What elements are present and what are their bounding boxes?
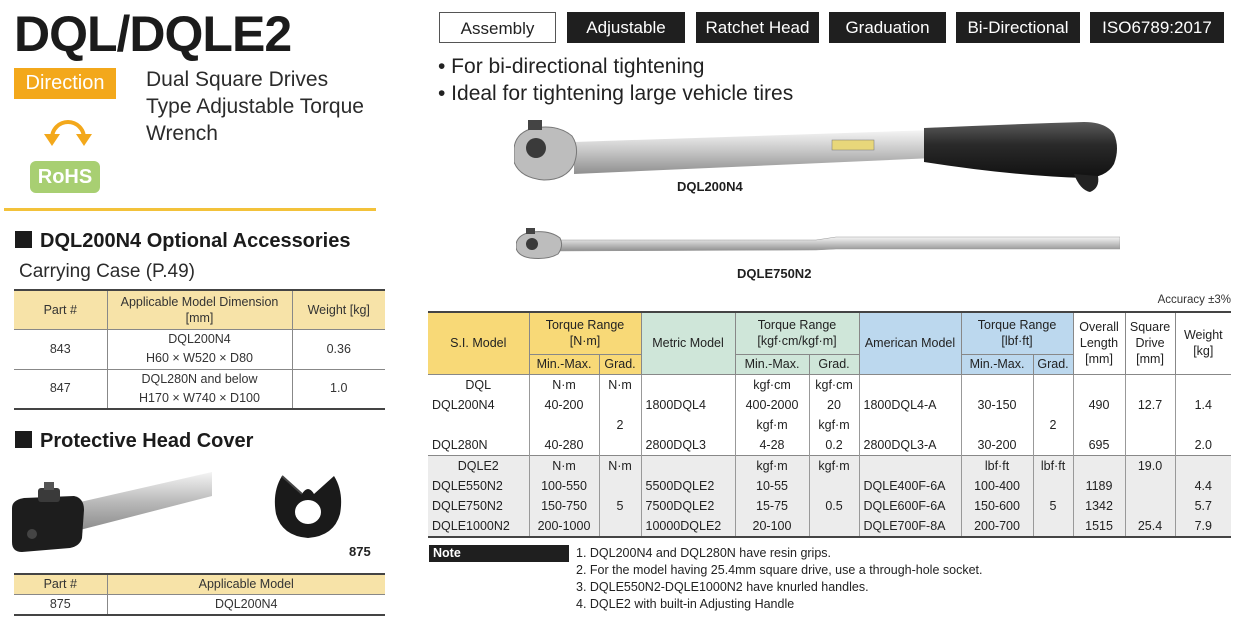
torque-lbf-range-cell	[961, 374, 1033, 395]
accuracy-note: Accuracy ±3%	[1157, 294, 1231, 306]
torque-kgf-grad-cell: kgf·m	[809, 415, 859, 435]
overall-length-cell: 695	[1073, 435, 1125, 456]
torque-lbf-range-cell: 30-200	[961, 435, 1033, 456]
weight: 1.0	[292, 369, 385, 409]
table-row	[428, 415, 1231, 435]
part-number: 875	[49, 596, 71, 611]
cover-table	[14, 573, 385, 616]
overall-length-cell	[1073, 374, 1125, 395]
torque-kgf-grad-cell: kgf·cm	[809, 374, 859, 395]
torque-lbf-range-cell: 30-150	[961, 395, 1033, 415]
wrench-head-photo	[12, 460, 212, 570]
torque-kgf-range-cell: kgf·m	[735, 415, 809, 435]
col-subheader-grad: Grad.	[1033, 354, 1073, 374]
torque-lbf-range-cell: 100-400	[961, 476, 1033, 496]
part-number: 843	[14, 329, 107, 369]
note-item: 1. DQL200N4 and DQL280N have resin grips.	[576, 546, 832, 560]
col-header-overall-length: Overall Length [mm]	[1073, 312, 1125, 374]
overall-length-cell: 1189	[1073, 476, 1125, 496]
torque-kgf-range-cell: kgf·m	[735, 455, 809, 476]
protective-head-cover-photo	[268, 462, 348, 542]
tag-iso6789: ISO6789:2017	[1090, 12, 1224, 43]
si-model-cell	[428, 415, 529, 435]
american-model-cell: 1800DQL4-A	[859, 395, 961, 415]
overall-length-cell: 1515	[1073, 516, 1125, 537]
feature-list	[438, 53, 793, 107]
weight: 0.36	[292, 329, 385, 369]
torque-lbf-range-cell: lbf·ft	[961, 455, 1033, 476]
torque-kgf-range-cell: 20-100	[735, 516, 809, 537]
square-bullet-icon	[15, 231, 32, 248]
square-drive-cell	[1125, 476, 1175, 496]
torque-nm-grad-cell	[599, 476, 641, 496]
american-model-cell: DQLE700F-8A	[859, 516, 961, 537]
torque-wrench-dql200n4-image	[514, 118, 1120, 200]
torque-nm-grad-cell	[599, 395, 641, 415]
col-header-metric-model: Metric Model	[641, 312, 735, 374]
torque-nm-range-cell	[529, 415, 599, 435]
dimension: H60 × W520 × D80	[145, 351, 253, 365]
overall-length-cell	[1073, 455, 1125, 476]
applicable-model: DQL200N4	[168, 332, 231, 346]
american-model-cell: DQLE400F-6A	[859, 476, 961, 496]
torque-nm-grad-cell: 2	[599, 415, 641, 435]
col-subheader-min-max: Min.-Max.	[529, 354, 599, 374]
torque-lbf-grad-cell: 5	[1033, 496, 1073, 516]
metric-model-cell: 5500DQLE2	[641, 476, 735, 496]
torque-nm-range-cell: N·m	[529, 374, 599, 395]
col-header-applicable-model: Applicable Model	[107, 574, 385, 594]
table-row	[428, 516, 1231, 537]
page-title: DQL/DQLE2	[14, 6, 292, 62]
metric-model-cell	[641, 455, 735, 476]
metric-model-cell: 10000DQLE2	[641, 516, 735, 537]
col-subheader-grad: Grad.	[599, 354, 641, 374]
torque-kgf-range-cell: 400-2000	[735, 395, 809, 415]
weight-cell	[1175, 455, 1231, 476]
torque-nm-grad-cell	[599, 516, 641, 537]
torque-nm-range-cell: 200-1000	[529, 516, 599, 537]
torque-nm-grad-cell: 5	[599, 496, 641, 516]
weight-cell: 4.4	[1175, 476, 1231, 496]
note-item: 4. DQLE2 with built-in Adjusting Handle	[576, 597, 795, 611]
applicable-model: DQL200N4	[107, 594, 385, 615]
applicable-model: DQL280N and below	[141, 371, 258, 386]
section-divider	[4, 208, 376, 211]
spec-table-body	[428, 374, 1231, 537]
torque-lbf-range-cell: 200-700	[961, 516, 1033, 537]
col-header-weight: Weight [kg]	[292, 290, 385, 329]
direction-badge: Direction	[14, 68, 116, 99]
square-drive-cell	[1125, 374, 1175, 395]
american-model-cell	[859, 374, 961, 395]
torque-kgf-grad-cell	[809, 516, 859, 537]
note-item: 3. DQLE550N2-DQLE1000N2 have knurled handles.	[576, 580, 869, 594]
torque-kgf-grad-cell: kgf·m	[809, 455, 859, 476]
feature-item: • For bi-directional tightening	[438, 55, 705, 78]
si-model-cell: DQL280N	[432, 437, 488, 452]
american-model-cell	[859, 455, 961, 476]
cover-heading	[15, 429, 253, 453]
metric-model-cell: 2800DQL3	[641, 435, 735, 456]
torque-kgf-grad-cell: 20	[809, 395, 859, 415]
cover-image-label: 875	[349, 544, 371, 559]
wrench1-label: DQL200N4	[677, 179, 743, 194]
torque-nm-range-cell: N·m	[529, 455, 599, 476]
square-drive-cell: 19.0	[1125, 455, 1175, 476]
tag-assembly: Assembly	[439, 12, 556, 43]
col-header-model-dimension: Applicable Model Dimension [mm]	[107, 290, 292, 329]
si-model-cell: DQLE750N2	[428, 496, 529, 516]
spec-table	[428, 311, 1231, 538]
torque-nm-grad-cell	[599, 435, 641, 456]
torque-lbf-grad-cell: 2	[1033, 415, 1073, 435]
torque-nm-grad-cell: N·m	[599, 374, 641, 395]
torque-nm-range-cell: 100-550	[529, 476, 599, 496]
tag-graduation: Graduation	[829, 12, 946, 43]
torque-lbf-range-cell	[961, 415, 1033, 435]
dimension: H170 × W740 × D100	[139, 390, 260, 405]
torque-nm-range-cell: 150-750	[529, 496, 599, 516]
metric-model-cell: 1800DQL4	[641, 395, 735, 415]
square-bullet-icon	[15, 431, 32, 448]
si-model-cell: DQLE550N2	[428, 476, 529, 496]
si-model-cell: DQL	[465, 377, 492, 392]
torque-nm-range-cell: 40-200	[529, 395, 599, 415]
american-model-cell: 2800DQL3-A	[859, 435, 961, 456]
torque-lbf-range-cell: 150-600	[961, 496, 1033, 516]
col-header-torque-lbf: Torque Range [lbf·ft]	[961, 312, 1073, 354]
accessories-heading	[15, 229, 351, 253]
weight-cell	[1175, 415, 1231, 435]
si-model-cell: DQL200N4	[432, 397, 495, 412]
metric-model-cell: 7500DQLE2	[641, 496, 735, 516]
weight-cell: 5.7	[1175, 496, 1231, 516]
cover-heading-text: Protective Head Cover	[40, 430, 254, 452]
rohs-badge: RoHS	[30, 161, 100, 193]
square-drive-cell	[1125, 415, 1175, 435]
square-drive-cell: 25.4	[1125, 516, 1175, 537]
col-subheader-min-max: Min.-Max.	[735, 354, 809, 374]
table-row	[428, 496, 1231, 516]
col-header-si-model: S.I. Model	[428, 312, 529, 374]
metric-model-cell	[641, 415, 735, 435]
col-header-square-drive: Square Drive [mm]	[1125, 312, 1175, 374]
torque-lbf-grad-cell	[1033, 374, 1073, 395]
table-row	[428, 476, 1231, 496]
torque-nm-grad-cell: N·m	[599, 455, 641, 476]
torque-lbf-grad-cell	[1033, 516, 1073, 537]
torque-kgf-range-cell: 4-28	[735, 435, 809, 456]
torque-kgf-range-cell: 15-75	[735, 496, 809, 516]
weight-cell: 2.0	[1175, 435, 1231, 456]
square-drive-cell: 12.7	[1125, 395, 1175, 415]
model-dimension-cell	[107, 329, 292, 369]
tag-adjustable: Adjustable	[567, 12, 685, 43]
american-model-cell	[859, 415, 961, 435]
note-item: 2. For the model having 25.4mm square drive, use a through-hole socket.	[576, 563, 983, 577]
torque-lbf-grad-cell: lbf·ft	[1033, 455, 1073, 476]
col-subheader-grad: Grad.	[809, 354, 859, 374]
part-number: 847	[49, 381, 71, 396]
accessories-table	[14, 289, 385, 410]
si-model-cell: DQLE2	[428, 455, 529, 476]
torque-lbf-grad-cell	[1033, 395, 1073, 415]
bidirectional-arrows-icon	[40, 108, 96, 152]
torque-kgf-grad-cell	[809, 476, 859, 496]
table-row	[14, 594, 385, 615]
product-name-line: Type Adjustable Torque	[146, 95, 364, 118]
overall-length-cell: 1342	[1073, 496, 1125, 516]
feature-item: • Ideal for tightening large vehicle tires	[438, 82, 794, 105]
table-row	[14, 369, 385, 409]
note-badge: Note	[429, 545, 569, 562]
table-row	[14, 329, 385, 369]
col-subheader-min-max: Min.-Max.	[961, 354, 1033, 374]
table-row	[428, 435, 1231, 456]
product-name	[146, 66, 386, 147]
col-header-american-model: American Model	[859, 312, 961, 374]
torque-kgf-range-cell: 10-55	[735, 476, 809, 496]
table-row	[428, 374, 1231, 395]
weight-cell: 7.9	[1175, 516, 1231, 537]
metric-model-cell	[641, 374, 735, 395]
square-drive-cell	[1125, 496, 1175, 516]
torque-lbf-grad-cell	[1033, 476, 1073, 496]
torque-kgf-grad-cell: 0.2	[809, 435, 859, 456]
weight-cell	[1175, 374, 1231, 395]
wrench2-label: DQLE750N2	[737, 266, 812, 281]
table-row	[428, 455, 1231, 476]
col-header-weight: Weight [kg]	[1175, 312, 1231, 374]
torque-kgf-grad-cell: 0.5	[809, 496, 859, 516]
carrying-case-heading: Carrying Case (P.49)	[19, 261, 196, 282]
square-drive-cell	[1125, 435, 1175, 456]
col-header-torque-nm: Torque Range [N·m]	[529, 312, 641, 354]
torque-kgf-range-cell: kgf·cm	[735, 374, 809, 395]
table-row	[428, 395, 1231, 415]
torque-wrench-dqle750n2-image	[516, 228, 1120, 262]
overall-length-cell: 490	[1073, 395, 1125, 415]
tag-bi-directional: Bi-Directional	[956, 12, 1080, 43]
tag-ratchet-head: Ratchet Head	[696, 12, 819, 43]
col-header-torque-kgf: Torque Range [kgf·cm/kgf·m]	[735, 312, 859, 354]
torque-lbf-grad-cell	[1033, 435, 1073, 456]
note-list	[576, 545, 982, 613]
product-name-line: Dual Square Drives	[146, 68, 329, 91]
overall-length-cell	[1073, 415, 1125, 435]
si-model-cell: DQLE1000N2	[428, 516, 529, 537]
weight-cell: 1.4	[1175, 395, 1231, 415]
model-dimension-cell	[107, 369, 292, 409]
torque-nm-range-cell: 40-280	[529, 435, 599, 456]
col-header-part: Part #	[14, 290, 107, 329]
american-model-cell: DQLE600F-6A	[859, 496, 961, 516]
accessories-heading-text: DQL200N4 Optional Accessories	[40, 230, 351, 252]
col-header-part: Part #	[14, 574, 107, 594]
product-name-line: Wrench	[146, 122, 218, 145]
